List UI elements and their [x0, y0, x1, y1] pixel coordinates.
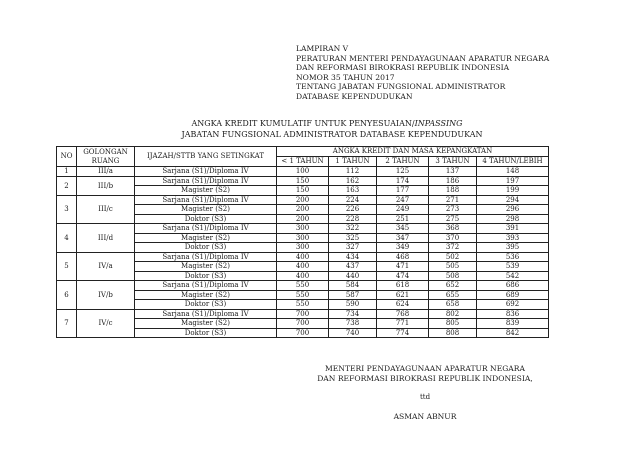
cell-value: 400 [277, 271, 329, 281]
cell-value: 372 [429, 243, 477, 253]
cell-value: 652 [429, 281, 477, 291]
cell-no: 7 [57, 309, 77, 338]
cell-value: 298 [477, 214, 549, 224]
cell-ijazah: Sarjana (S1)/Diploma IV [135, 309, 277, 319]
cell-value: 400 [277, 262, 329, 272]
cell-value: 200 [277, 195, 329, 205]
cell-value: 125 [377, 167, 429, 177]
title-line-2: JABATAN FUNGSIONAL ADMINISTRATOR DATABASE KEPENDUDUKAN [181, 130, 483, 139]
cell-value: 700 [277, 319, 329, 329]
cell-value: 137 [429, 167, 477, 177]
cell-value: 370 [429, 233, 477, 243]
cell-value: 471 [377, 262, 429, 272]
cell-ijazah: Sarjana (S1)/Diploma IV [135, 176, 277, 186]
cell-value: 689 [477, 290, 549, 300]
cell-value: 368 [429, 224, 477, 234]
cell-value: 502 [429, 252, 477, 262]
cell-golongan: IV/b [77, 281, 135, 310]
table-row [57, 224, 549, 234]
cell-value: 437 [329, 262, 377, 272]
cell-value: 271 [429, 195, 477, 205]
cell-value: 550 [277, 281, 329, 291]
cell-value: 296 [477, 205, 549, 215]
cell-ijazah: Magister (S2) [135, 186, 277, 196]
header-line: LAMPIRAN V [296, 44, 349, 53]
cell-value: 226 [329, 205, 377, 215]
cell-value: 162 [329, 176, 377, 186]
cell-value: 740 [329, 328, 377, 338]
cell-ijazah: Sarjana (S1)/Diploma IV [135, 167, 277, 177]
table-row [57, 195, 549, 205]
cell-value: 842 [477, 328, 549, 338]
cell-no: 6 [57, 281, 77, 310]
cell-value: 587 [329, 290, 377, 300]
cell-value: 186 [429, 176, 477, 186]
cell-value: 768 [377, 309, 429, 319]
table-row [57, 281, 549, 291]
cell-golongan: III/c [77, 195, 135, 224]
header-group: ANGKA KREDIT DAN MASA KEPANGKATAN [277, 147, 549, 157]
cell-value: 300 [277, 233, 329, 243]
header-line: PERATURAN MENTERI PENDAYAGUNAAN APARATUR NEGARA [296, 53, 550, 63]
cell-value: 802 [429, 309, 477, 319]
signature-ttd: ttd [419, 393, 431, 401]
cell-value: 655 [429, 290, 477, 300]
cell-value: 539 [477, 262, 549, 272]
cell-value: 327 [329, 243, 377, 253]
cell-ijazah: Doktor (S3) [135, 214, 277, 224]
cell-value: 200 [277, 214, 329, 224]
footer-line-1: MENTERI PENDAYAGUNAAN APARATUR NEGARA [324, 364, 525, 373]
cell-value: 275 [429, 214, 477, 224]
cell-golongan: IV/c [77, 309, 135, 338]
header-ijazah: IJAZAH/STTB YANG SETINGKAT [135, 147, 277, 167]
footer-line-2: DAN REFORMASI BIROKRASI REPUBLIK INDONESIA, [317, 374, 533, 383]
header-year: 2 TAHUN [377, 157, 429, 167]
cell-value: 112 [329, 167, 377, 177]
cell-golongan: III/a [77, 167, 135, 177]
header-year: < 1 TAHUN [277, 157, 329, 167]
cell-value: 393 [477, 233, 549, 243]
cell-value: 536 [477, 252, 549, 262]
cell-value: 174 [377, 176, 429, 186]
cell-value: 224 [329, 195, 377, 205]
cell-value: 700 [277, 328, 329, 338]
cell-ijazah: Doktor (S3) [135, 328, 277, 338]
cell-value: 247 [377, 195, 429, 205]
header-line: DATABASE KEPENDUDUKAN [296, 91, 413, 101]
cell-value: 148 [477, 167, 549, 177]
cell-value: 228 [329, 214, 377, 224]
table-row [57, 252, 549, 262]
cell-value: 474 [377, 271, 429, 281]
cell-no: 3 [57, 195, 77, 224]
cell-value: 347 [377, 233, 429, 243]
title-prefix: ANGKA KREDIT KUMULATIF UNTUK PENYESUAIAN/ [191, 119, 415, 128]
cell-value: 468 [377, 252, 429, 262]
header-golongan: GOLONGAN RUANG [77, 147, 135, 167]
cell-value: 300 [277, 224, 329, 234]
table-row [57, 309, 549, 319]
title-italic: INPASSING [414, 119, 463, 128]
cell-value: 177 [377, 186, 429, 196]
cell-golongan: III/b [77, 176, 135, 195]
table-row [57, 176, 549, 186]
cell-value: 700 [277, 309, 329, 319]
cell-value: 197 [477, 176, 549, 186]
cell-value: 199 [477, 186, 549, 196]
cell-ijazah: Sarjana (S1)/Diploma IV [135, 195, 277, 205]
cell-value: 100 [277, 167, 329, 177]
cell-value: 391 [477, 224, 549, 234]
cell-value: 400 [277, 252, 329, 262]
title-line-1 [0, 118, 640, 129]
cell-value: 251 [377, 214, 429, 224]
cell-value: 300 [277, 243, 329, 253]
document-title [0, 118, 640, 140]
cell-value: 771 [377, 319, 429, 329]
cell-value: 550 [277, 300, 329, 310]
header-year: 4 TAHUN/LEBIH [477, 157, 549, 167]
cell-value: 188 [429, 186, 477, 196]
cell-value: 692 [477, 300, 549, 310]
cell-ijazah: Magister (S2) [135, 319, 277, 329]
cell-no: 4 [57, 224, 77, 253]
cell-ijazah: Doktor (S3) [135, 243, 277, 253]
cell-value: 550 [277, 290, 329, 300]
cell-no: 5 [57, 252, 77, 281]
cell-ijazah: Magister (S2) [135, 233, 277, 243]
cell-value: 249 [377, 205, 429, 215]
cell-value: 584 [329, 281, 377, 291]
cell-golongan: IV/a [77, 252, 135, 281]
cell-value: 542 [477, 271, 549, 281]
cell-value: 590 [329, 300, 377, 310]
header-year: 1 TAHUN [329, 157, 377, 167]
cell-value: 658 [429, 300, 477, 310]
cell-ijazah: Sarjana (S1)/Diploma IV [135, 252, 277, 262]
cell-value: 505 [429, 262, 477, 272]
header-year: 3 TAHUN [429, 157, 477, 167]
cell-value: 839 [477, 319, 549, 329]
cell-value: 150 [277, 176, 329, 186]
cell-golongan: III/d [77, 224, 135, 253]
cell-value: 322 [329, 224, 377, 234]
cell-ijazah: Sarjana (S1)/Diploma IV [135, 281, 277, 291]
cell-value: 349 [377, 243, 429, 253]
cell-value: 200 [277, 205, 329, 215]
cell-ijazah: Sarjana (S1)/Diploma IV [135, 224, 277, 234]
cell-value: 345 [377, 224, 429, 234]
cell-value: 621 [377, 290, 429, 300]
cell-value: 508 [429, 271, 477, 281]
table-row [57, 167, 549, 177]
cell-ijazah: Magister (S2) [135, 262, 277, 272]
cell-value: 738 [329, 319, 377, 329]
cell-value: 395 [477, 243, 549, 253]
cell-ijazah: Magister (S2) [135, 205, 277, 215]
cell-value: 734 [329, 309, 377, 319]
cell-value: 624 [377, 300, 429, 310]
cell-value: 294 [477, 195, 549, 205]
header-line: DAN REFORMASI BIROKRASI REPUBLIK INDONESIA [296, 63, 510, 73]
cell-value: 686 [477, 281, 549, 291]
cell-value: 273 [429, 205, 477, 215]
cell-ijazah: Doktor (S3) [135, 271, 277, 281]
cell-ijazah: Magister (S2) [135, 290, 277, 300]
table-head [57, 147, 549, 167]
document-header [296, 44, 549, 102]
header-line: NOMOR 35 TAHUN 2017 [296, 72, 395, 82]
cell-value: 440 [329, 271, 377, 281]
cell-value: 434 [329, 252, 377, 262]
cell-value: 808 [429, 328, 477, 338]
cell-no: 2 [57, 176, 77, 195]
cell-value: 805 [429, 319, 477, 329]
signatory-name: ASMAN ABNUR [393, 412, 457, 421]
cell-value: 150 [277, 186, 329, 196]
header-no: NO [57, 147, 77, 167]
cell-value: 774 [377, 328, 429, 338]
cell-no: 1 [57, 167, 77, 177]
cell-value: 163 [329, 186, 377, 196]
cell-value: 618 [377, 281, 429, 291]
table-body [57, 167, 549, 338]
cell-value: 836 [477, 309, 549, 319]
header-line: TENTANG JABATAN FUNGSIONAL ADMINISTRATOR [296, 82, 506, 92]
cell-ijazah: Doktor (S3) [135, 300, 277, 310]
credit-table [56, 146, 549, 338]
cell-value: 325 [329, 233, 377, 243]
